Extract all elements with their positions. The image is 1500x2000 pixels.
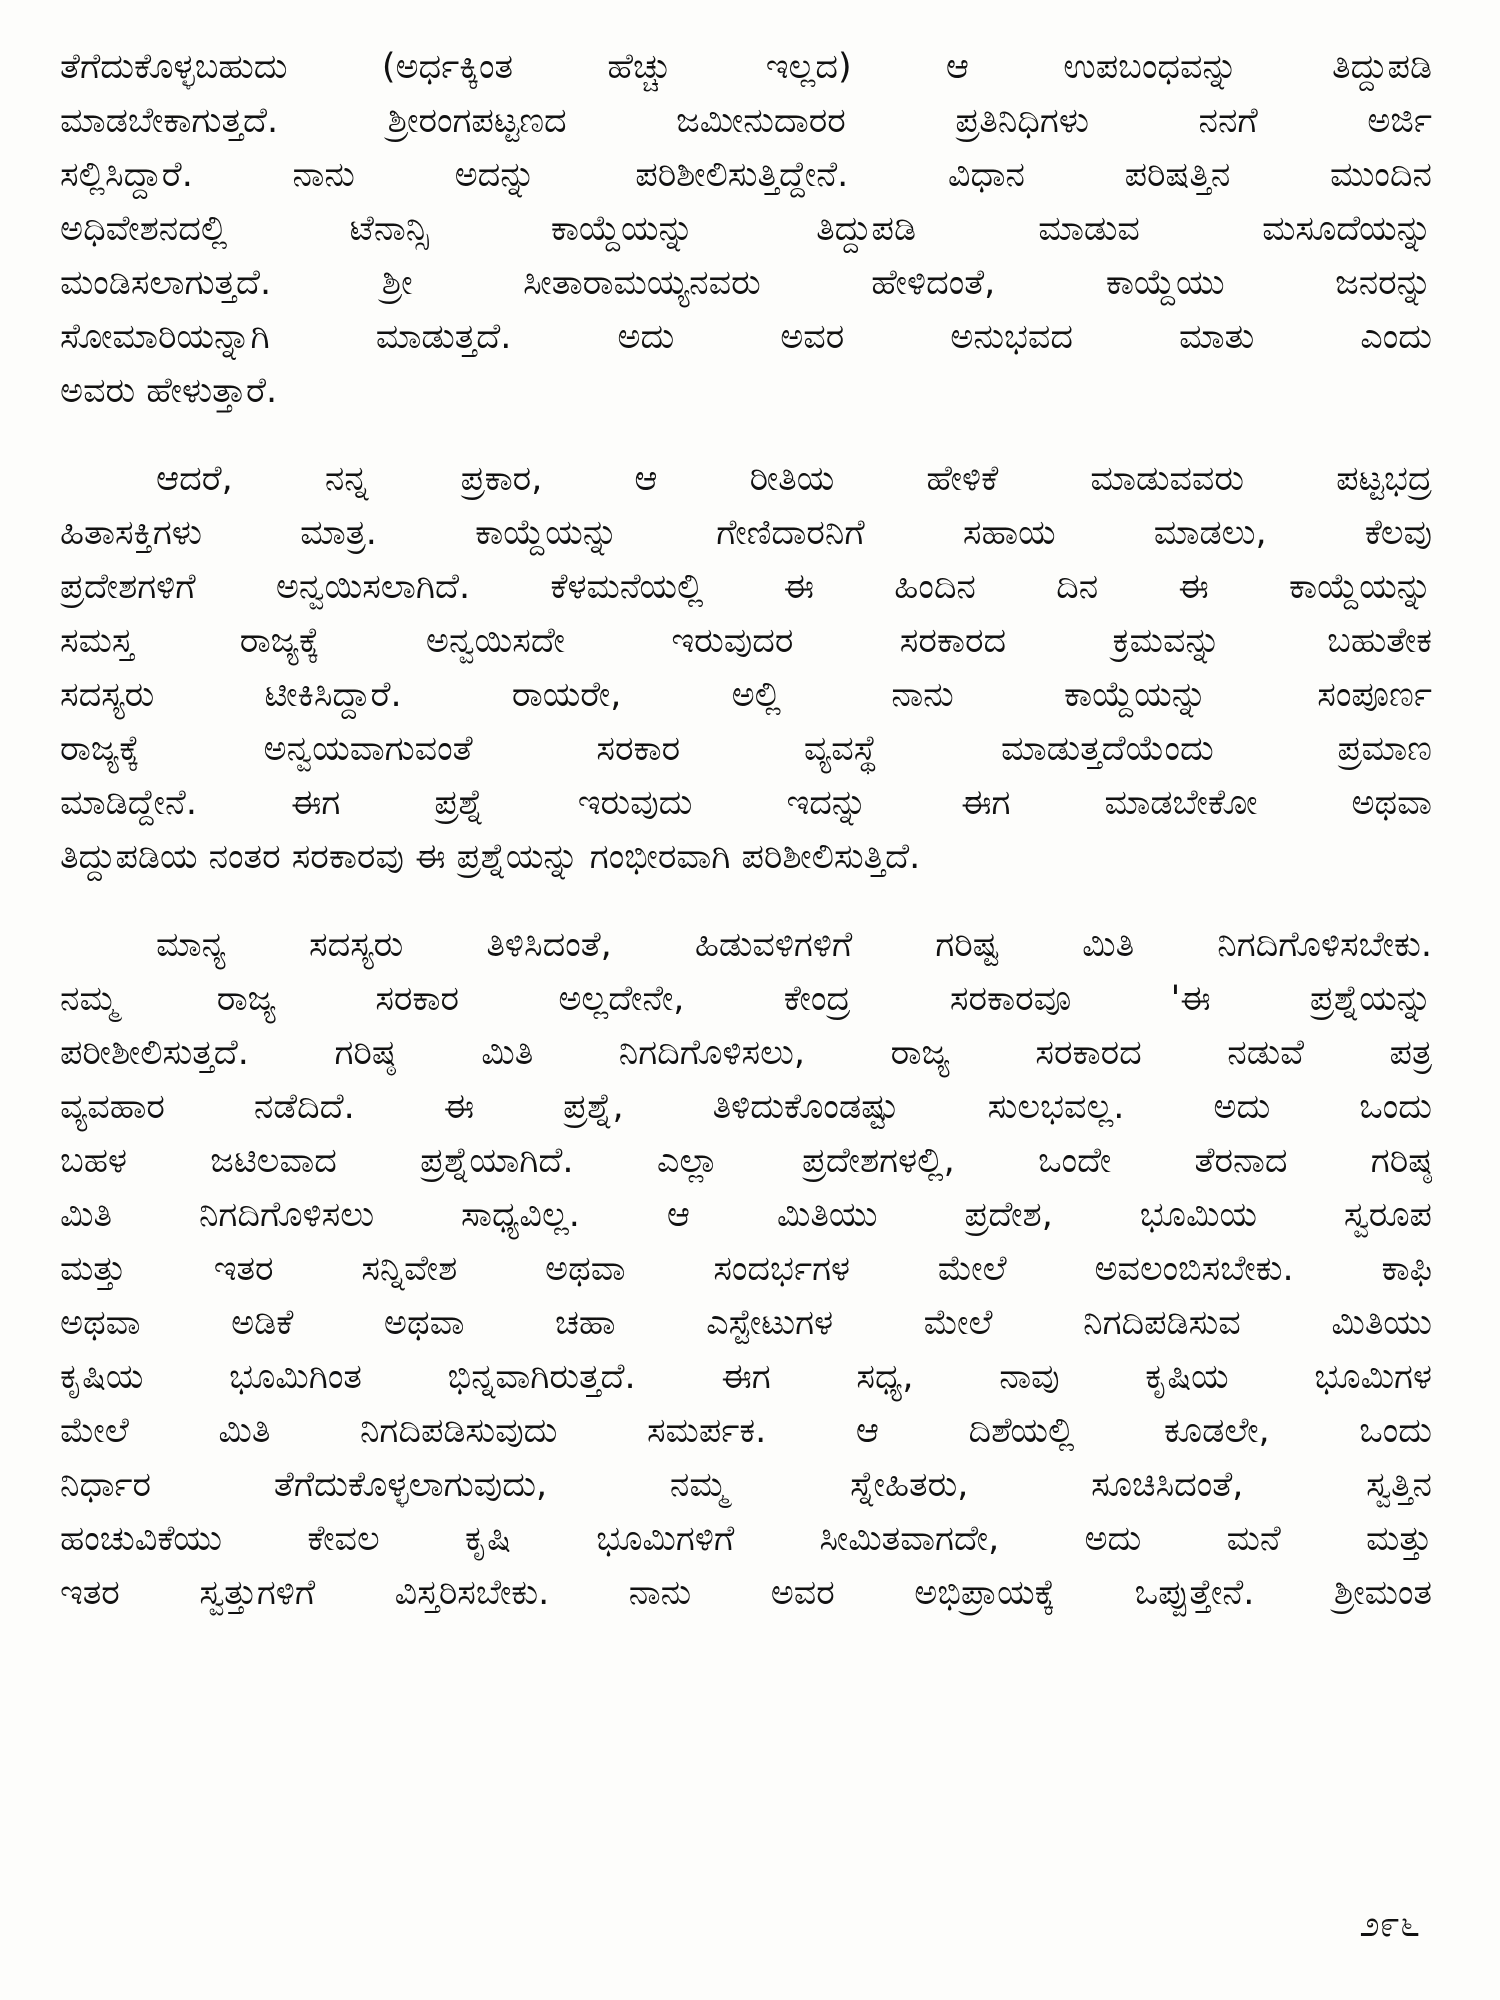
text-line: ಮೇಲೆ ಮಿತಿ ನಿಗದಿಪಡಿಸುವುದು ಸಮರ್ಪಕ. ಆ ದಿಶೆಯಲ್ಲಿ ಕೂಡಲೇ, ಒಂದು <box>60 1411 1432 1451</box>
text-line: ಮಾಡಿದ್ದೇನೆ. ಈಗ ಪ್ರಶ್ನೆ ಇರುವುದು ಇದನ್ನು ಈಗ ಮಾಡಬೇಕೋ ಅಥವಾ <box>60 783 1432 823</box>
text-line: ಕೃಷಿಯ ಭೂಮಿಗಿಂತ ಭಿನ್ನವಾಗಿರುತ್ತದೆ. ಈಗ ಸಧ್ಯ, ನಾವು ಕೃಷಿಯ ಭೂಮಿಗಳ <box>60 1357 1432 1397</box>
text-line: ಸಲ್ಲಿಸಿದ್ದಾರೆ. ನಾನು ಅದನ್ನು ಪರಿಶೀಲಿಸುತ್ತಿದ್ದೇನೆ. ವಿಧಾನ ಪರಿಷತ್ತಿನ ಮುಂದಿನ <box>60 155 1432 195</box>
text-line: ಅಧಿವೇಶನದಲ್ಲಿ ಟೆನಾನ್ಸಿ ಕಾಯ್ದೆಯನ್ನು ತಿದ್ದುಪಡಿ ಮಾಡುವ ಮಸೂದೆಯನ್ನು <box>60 209 1432 249</box>
text-line: ಇತರ ಸ್ವತ್ತುಗಳಿಗೆ ವಿಸ್ತರಿಸಬೇಕು. ನಾನು ಅವರ ಅಭಿಪ್ರಾಯಕ್ಕೆ ಒಪ್ಪುತ್ತೇನೆ. ಶ್ರೀಮಂತ <box>60 1573 1432 1613</box>
text-line: ಸದಸ್ಯರು ಟೀಕಿಸಿದ್ದಾರೆ. ರಾಯರೇ, ಅಲ್ಲಿ ನಾನು ಕಾಯ್ದೆಯನ್ನು ಸಂಪೂರ್ಣ <box>60 675 1432 715</box>
text-line: ತಿದ್ದುಪಡಿಯ ನಂತರ ಸರಕಾರವು ಈ ಪ್ರಶ್ನೆಯನ್ನು ಗಂಭೀರವಾಗಿ ಪರಿಶೀಲಿಸುತ್ತಿದೆ. <box>60 837 921 877</box>
text-line: ಮಂಡಿಸಲಾಗುತ್ತದೆ. ಶ್ರೀ ಸೀತಾರಾಮಯ್ಯನವರು ಹೇಳಿದಂತೆ, ಕಾಯ್ದೆಯು ಜನರನ್ನು <box>60 263 1432 303</box>
paragraph-spacer <box>60 418 1432 452</box>
paragraph-2 <box>60 452 1432 884</box>
text-line: ಮಾಡಬೇಕಾಗುತ್ತದೆ. ಶ್ರೀರಂಗಪಟ್ಟಣದ ಜಮೀನುದಾರರ ಪ್ರತಿನಿಧಿಗಳು ನನಗೆ ಅರ್ಜಿ <box>60 101 1432 141</box>
text-line: ನಮ್ಮ ರಾಜ್ಯ ಸರಕಾರ ಅಲ್ಲದೇನೇ, ಕೇಂದ್ರ ಸರಕಾರವೂ 'ಈ ಪ್ರಶ್ನೆಯನ್ನು <box>60 979 1432 1019</box>
text-line: ಆದರೆ, ನನ್ನ ಪ್ರಕಾರ, ಆ ರೀತಿಯ ಹೇಳಿಕೆ ಮಾಡುವವರು ಪಟ್ಟಭದ್ರ <box>156 459 1432 499</box>
text-line: ವ್ಯವಹಾರ ನಡೆದಿದೆ. ಈ ಪ್ರಶ್ನೆ, ತಿಳಿದುಕೊಂಡಷ್ಟು ಸುಲಭವಲ್ಲ. ಅದು ಒಂದು <box>60 1087 1432 1127</box>
text-line: ಪ್ರದೇಶಗಳಿಗೆ ಅನ್ವಯಿಸಲಾಗಿದೆ. ಕೆಳಮನೆಯಲ್ಲಿ ಈ ಹಿಂದಿನ ದಿನ ಈ ಕಾಯ್ದೆಯನ್ನು <box>60 567 1432 607</box>
text-line: ನಿರ್ಧಾರ ತೆಗೆದುಕೊಳ್ಳಲಾಗುವುದು, ನಮ್ಮ ಸ್ನೇಹಿತರು, ಸೂಚಿಸಿದಂತೆ, ಸ್ವತ್ತಿನ <box>60 1465 1432 1505</box>
paragraph-3 <box>60 918 1432 1620</box>
text-line: ಅವರು ಹೇಳುತ್ತಾರೆ. <box>60 371 278 411</box>
text-line: ರಾಜ್ಯಕ್ಕೆ ಅನ್ವಯವಾಗುವಂತೆ ಸರಕಾರ ವ್ಯವಸ್ಥೆ ಮಾಡುತ್ತದೆಯೆಂದು ಪ್ರಮಾಣ <box>60 729 1432 769</box>
paragraph-1 <box>60 40 1432 418</box>
text-line: ಹಿತಾಸಕ್ತಿಗಳು ಮಾತ್ರ. ಕಾಯ್ದೆಯನ್ನು ಗೇಣಿದಾರನಿಗೆ ಸಹಾಯ ಮಾಡಲು, ಕೆಲವು <box>60 513 1432 553</box>
text-line: ಮಾನ್ಯ ಸದಸ್ಯರು ತಿಳಿಸಿದಂತೆ, ಹಿಡುವಳಿಗಳಿಗೆ ಗರಿಷ್ಟ ಮಿತಿ ನಿಗದಿಗೊಳಿಸಬೇಕು. <box>156 925 1432 965</box>
text-line: ಮತ್ತು ಇತರ ಸನ್ನಿವೇಶ ಅಥವಾ ಸಂದರ್ಭಗಳ ಮೇಲೆ ಅವಲಂಬಿಸಬೇಕು. ಕಾಫಿ <box>60 1249 1432 1289</box>
text-line: ಬಹಳ ಜಟಿಲವಾದ ಪ್ರಶ್ನೆಯಾಗಿದೆ. ಎಲ್ಲಾ ಪ್ರದೇಶಗಳಲ್ಲಿ, ಒಂದೇ ತೆರನಾದ ಗರಿಷ್ಠ <box>60 1141 1432 1181</box>
text-line: ಮಿತಿ ನಿಗದಿಗೊಳಿಸಲು ಸಾಧ್ಯವಿಲ್ಲ. ಆ ಮಿತಿಯು ಪ್ರದೇಶ, ಭೂಮಿಯ ಸ್ವರೂಪ <box>60 1195 1432 1235</box>
text-line: ಸಮಸ್ತ ರಾಜ್ಯಕ್ಕೆ ಅನ್ವಯಿಸದೇ ಇರುವುದರ ಸರಕಾರದ ಕ್ರಮವನ್ನು ಬಹುತೇಕ <box>60 621 1432 661</box>
text-line: ಸೋಮಾರಿಯನ್ನಾಗಿ ಮಾಡುತ್ತದೆ. ಅದು ಅವರ ಅನುಭವದ ಮಾತು ಎಂದು <box>60 317 1432 357</box>
page-number: ೨೯೬ <box>1359 1904 1420 1945</box>
text-line: ಹಂಚುವಿಕೆಯು ಕೇವಲ ಕೃಷಿ ಭೂಮಿಗಳಿಗೆ ಸೀಮಿತವಾಗದೇ, ಅದು ಮನೆ ಮತ್ತು <box>60 1519 1432 1559</box>
text-line: ಪರೀಶೀಲಿಸುತ್ತದೆ. ಗರಿಷ್ಠ ಮಿತಿ ನಿಗದಿಗೊಳಿಸಲು, ರಾಜ್ಯ ಸರಕಾರದ ನಡುವೆ ಪತ್ರ <box>60 1033 1432 1073</box>
text-line: ಅಥವಾ ಅಡಿಕೆ ಅಥವಾ ಚಹಾ ಎಸ್ಟೇಟುಗಳ ಮೇಲೆ ನಿಗದಿಪಡಿಸುವ ಮಿತಿಯು <box>60 1303 1432 1343</box>
text-line: ತೆಗೆದುಕೊಳ್ಳಬಹುದು (ಅರ್ಧಕ್ಕಿಂತ ಹೆಚ್ಚು ಇಲ್ಲದ) ಆ ಉಪಬಂಧವನ್ನು ತಿದ್ದುಪಡಿ <box>60 47 1432 87</box>
body-text <box>60 40 1432 1620</box>
paragraph-spacer <box>60 884 1432 918</box>
